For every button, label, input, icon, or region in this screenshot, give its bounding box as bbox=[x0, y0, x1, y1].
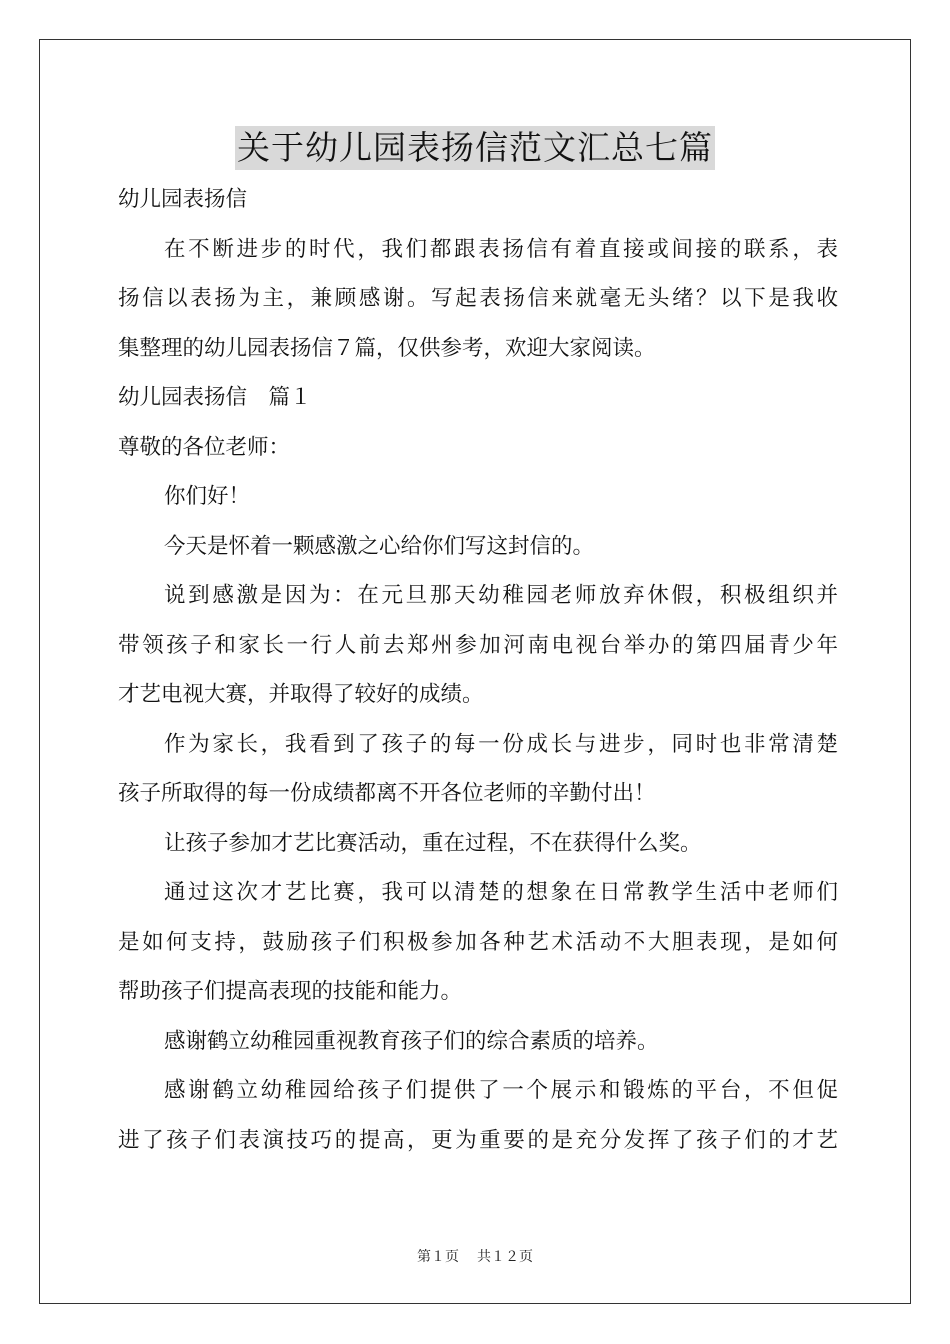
text-line: 作为家长，我看到了孩子的每一份成长与进步，同时也非常清楚 bbox=[164, 731, 838, 757]
text-line: 感谢鹤立幼稚园重视教育孩子们的综合素质的培养。 bbox=[164, 1028, 659, 1054]
document-body bbox=[118, 175, 838, 1165]
text-line: 孩子所取得的每一份成绩都离不开各位老师的辛勤付出！ bbox=[118, 781, 656, 806]
text-line: 感谢鹤立幼稚园给孩子们提供了一个展示和锻炼的平台，不但促 bbox=[164, 1078, 838, 1103]
text-line: 说到感激是因为：在元旦那天幼稚园老师放弃休假，积极组织并 bbox=[164, 583, 838, 608]
text-line: 在不断进步的时代，我们都跟表扬信有着直接或间接的联系，表 bbox=[164, 236, 838, 262]
text-line: 幼儿园表扬信 bbox=[118, 187, 248, 212]
text-line: 进了孩子们表演技巧的提高，更为重要的是充分发挥了孩子们的才艺 bbox=[118, 1127, 838, 1153]
text-line: 集整理的幼儿园表扬信７篇，仅供参考，欢迎大家阅读。 bbox=[118, 335, 656, 361]
text-line: 带领孩子和家长一行人前去郑州参加河南电视台举办的第四届青少年 bbox=[118, 632, 838, 658]
text-line: 帮助孩子们提高表现的技能和能力。 bbox=[118, 979, 463, 1004]
text-line: 今天是怀着一颗感激之心给你们写这封信的。 bbox=[164, 533, 595, 559]
text-line: 幼儿园表扬信 篇１ bbox=[118, 385, 312, 410]
text-line: 扬信以表扬为主，兼顾感谢。写起表扬信来就毫无头绪？以下是我收 bbox=[118, 286, 838, 311]
page-total: 共１２页 bbox=[477, 1249, 533, 1265]
text-line: 通过这次才艺比赛，我可以清楚的想象在日常教学生活中老师们 bbox=[164, 880, 838, 905]
text-line: 尊敬的各位老师： bbox=[118, 434, 291, 460]
text-line: 你们好！ bbox=[164, 484, 251, 509]
page-footer bbox=[0, 1248, 950, 1266]
text-line: 才艺电视大赛，并取得了较好的成绩。 bbox=[118, 682, 484, 707]
document-title: 关于幼儿园表扬信范文汇总七篇 bbox=[235, 126, 715, 170]
title-container bbox=[0, 126, 950, 170]
text-line: 是如何支持，鼓励孩子们积极参加各种艺术活动不大胆表现，是如何 bbox=[118, 929, 838, 955]
page-number: 第１页 bbox=[417, 1249, 459, 1265]
text-line: 让孩子参加才艺比赛活动，重在过程，不在获得什么奖。 bbox=[164, 830, 702, 856]
